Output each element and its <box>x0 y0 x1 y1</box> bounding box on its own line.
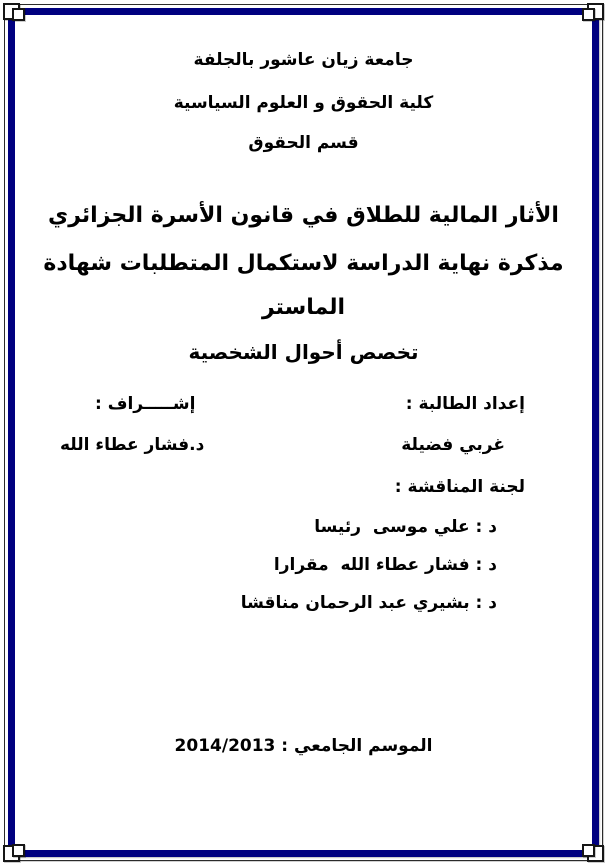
corner-square-small <box>582 8 595 21</box>
department-name: قسم الحقوق <box>248 133 359 153</box>
specialty-line: تخصص أحوال الشخصية <box>188 340 419 364</box>
corner-ornament-bottom-right <box>575 833 605 863</box>
thesis-subtitle-line1: مذكرة نهاية الدراسة لاستكمال المتطلبات شهادة <box>43 251 564 276</box>
corner-square-small <box>12 8 25 21</box>
university-name: جامعة زيان عاشور بالجلفة <box>193 50 414 70</box>
committee-member-chairman: د : علي موسى رئيسا <box>314 517 497 537</box>
corner-ornament-bottom-left <box>2 833 32 863</box>
corner-square-small <box>582 844 595 857</box>
supervision-label: إشـــــراف : <box>95 394 196 414</box>
thesis-title: الأثار المالية للطلاق في قانون الأسرة الجزائري <box>48 203 559 228</box>
corner-square-small <box>12 844 25 857</box>
corner-ornament-top-left <box>2 2 32 32</box>
prepared-by-label: إعداد الطالبة : <box>405 394 525 414</box>
student-name: غربي فضيلة <box>401 435 505 455</box>
committee-member-examiner: د : بشيري عبد الرحمان مناقشا <box>240 593 497 613</box>
corner-ornament-top-right <box>575 2 605 32</box>
faculty-name: كلية الحقوق و العلوم السياسية <box>173 93 434 113</box>
thesis-subtitle-line2: الماستر <box>261 295 346 320</box>
committee-label: لجنة المناقشة : <box>394 477 525 497</box>
supervisor-name: د.فشار عطاء الله <box>60 435 205 455</box>
committee-member-rapporteur: د : فشار عطاء الله مقرارا <box>273 555 497 575</box>
academic-year: الموسم الجامعي : 2014/2013 <box>174 736 433 756</box>
